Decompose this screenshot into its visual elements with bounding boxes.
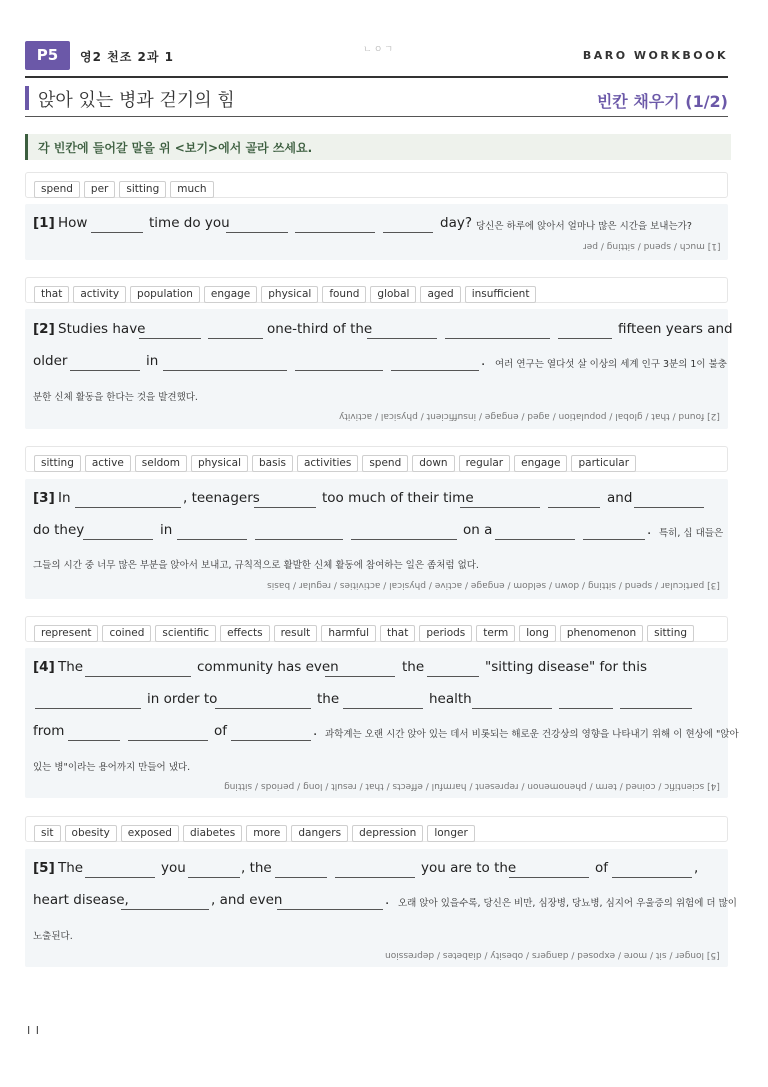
question-block (25, 204, 728, 260)
word-chip: much (170, 181, 213, 198)
answer-blank[interactable] (35, 708, 141, 709)
word-chip: basis (252, 455, 293, 472)
answer-blank[interactable] (445, 338, 550, 339)
word-bank (25, 446, 728, 472)
word-bank (25, 616, 728, 642)
answer-blank[interactable] (548, 507, 600, 508)
answer-key: [4] scientific / coined / term / phenomenon / represent / harmful / effects / that / result / long / periods / sitting (224, 781, 720, 791)
sentence-line (33, 659, 720, 681)
korean-translation: 여러 연구는 열다섯 살 이상의 세계 인구 3분의 1이 불충 (495, 359, 727, 370)
sentence-line (33, 321, 733, 343)
sentence-text: in (146, 353, 159, 369)
korean-translation: 과학계는 오랜 시간 앉아 있는 데서 비롯되는 해로운 건강상의 영향을 나타내기 위해 이 현상에 "앉아 (325, 729, 739, 740)
word-chip: scientific (155, 625, 216, 642)
word-chip: represent (34, 625, 98, 642)
instruction-box (25, 134, 731, 160)
sentence-text: fifteen years and (618, 321, 733, 337)
sentence-text: do they (33, 522, 85, 538)
answer-blank[interactable] (620, 708, 692, 709)
sentence-text: In (58, 490, 71, 506)
answer-blank[interactable] (460, 507, 540, 508)
answer-blank[interactable] (367, 338, 437, 339)
sentence-text: The (58, 860, 84, 876)
word-chip: seldom (135, 455, 187, 472)
answer-blank[interactable] (177, 539, 247, 540)
answer-blank[interactable] (68, 740, 120, 741)
answer-blank[interactable] (583, 539, 645, 540)
word-chip: sitting (119, 181, 166, 198)
sentence-text: on a (463, 522, 493, 538)
question-block (25, 479, 728, 599)
word-chip: particular (571, 455, 636, 472)
word-chip: sitting (647, 625, 694, 642)
sentence-text: heart disease, (33, 892, 129, 908)
answer-blank[interactable] (163, 370, 287, 371)
sentence-text: . (313, 723, 318, 739)
answer-blank[interactable] (255, 539, 343, 540)
lesson-label: 영2 천조 2과 1 (80, 50, 174, 64)
question-number: [5] (33, 860, 55, 876)
word-chip: obesity (65, 825, 117, 842)
sentence-text: older (33, 353, 68, 369)
brand-name: BARO WORKBOOK (582, 49, 728, 62)
answer-blank[interactable] (335, 877, 415, 878)
answer-blank[interactable] (128, 740, 208, 741)
title-accent (25, 86, 29, 110)
answer-key: [2] found / that / global / population / aged / engage / insufficient / physical / activity (339, 411, 720, 421)
word-chip: per (84, 181, 115, 198)
sentence-text: from (33, 723, 65, 739)
word-chip: global (370, 286, 416, 303)
answer-blank[interactable] (325, 676, 395, 677)
answer-blank[interactable] (509, 877, 589, 878)
answer-blank[interactable] (215, 708, 311, 709)
word-chip: sitting (34, 455, 81, 472)
word-chip: effects (220, 625, 270, 642)
sentence-line (33, 691, 720, 713)
answer-blank[interactable] (121, 909, 209, 910)
word-chip: dangers (291, 825, 348, 842)
sentence-text: Studies have (58, 321, 146, 337)
word-chip: population (130, 286, 200, 303)
faint-mark: ㄴㅇㄱ (363, 45, 396, 55)
word-chip: insufficient (465, 286, 537, 303)
word-chip: phenomenon (560, 625, 643, 642)
question-block (25, 648, 739, 798)
word-chip: physical (261, 286, 318, 303)
answer-blank[interactable] (254, 507, 316, 508)
word-chip: regular (459, 455, 511, 472)
answer-blank[interactable] (91, 232, 143, 233)
answer-blank[interactable] (139, 338, 201, 339)
answer-key: [3] particular / spend / sitting / down / seldom / engage / active / physical / activities / regular / basis (267, 580, 720, 590)
word-chip: engage (204, 286, 257, 303)
answer-blank[interactable] (75, 507, 181, 508)
sentence-text: and (607, 490, 633, 506)
sentence-text: day? (440, 215, 472, 231)
answer-blank[interactable] (70, 370, 140, 371)
sentence-text: the (402, 659, 425, 675)
sentence-line (33, 522, 724, 544)
word-chip: diabetes (183, 825, 242, 842)
question-number: [2] (33, 321, 55, 337)
instruction-text: 각 빈칸에 들어갈 말을 위 <보기>에서 골라 쓰세요. (38, 141, 313, 155)
word-chip: coined (102, 625, 151, 642)
answer-blank[interactable] (558, 338, 612, 339)
korean-translation: 노출된다. (33, 931, 73, 942)
korean-translation: 분한 신체 활동을 한다는 것을 발견했다. (33, 392, 198, 403)
sentence-text: , and even (211, 892, 283, 908)
question-number: [1] (33, 215, 55, 231)
sentence-text: one-third of the (267, 321, 373, 337)
sentence-line (33, 215, 720, 237)
answer-blank[interactable] (85, 676, 191, 677)
word-chip: spend (362, 455, 408, 472)
sentence-text: too much of their time (322, 490, 474, 506)
sentence-text: . (481, 353, 486, 369)
page-title: 앉아 있는 병과 걷기의 힘 (38, 90, 235, 111)
answer-blank[interactable] (472, 708, 552, 709)
word-chip: active (85, 455, 131, 472)
page-header (25, 40, 728, 78)
word-chip: sit (34, 825, 61, 842)
sentence-text: the (317, 691, 340, 707)
korean-translation: 있는 병"이라는 용어까지 만들어 냈다. (33, 762, 191, 773)
answer-blank[interactable] (295, 370, 383, 371)
word-bank (25, 172, 728, 198)
sentence-text: , the (241, 860, 272, 876)
word-chip: term (476, 625, 515, 642)
sentence-line (33, 892, 737, 914)
word-chip: engage (514, 455, 567, 472)
word-chip: more (246, 825, 287, 842)
sentence-text: . (385, 892, 390, 908)
korean-translation: 그들의 시간 중 너무 많은 부분을 앉아서 보내고, 규칙적으로 활발한 신체 활동에 참여하는 일은 좀처럼 없다. (33, 560, 479, 571)
word-chip: that (34, 286, 69, 303)
sentence-line (33, 353, 727, 375)
answer-blank[interactable] (188, 877, 240, 878)
sentence-text: community has even (197, 659, 339, 675)
question-block (25, 849, 737, 967)
sentence-text: of (595, 860, 609, 876)
answer-blank[interactable] (383, 232, 433, 233)
word-chip: depression (352, 825, 423, 842)
word-chip: result (274, 625, 318, 642)
sentence-text: of (214, 723, 228, 739)
word-chip: long (519, 625, 556, 642)
word-chip: activity (73, 286, 126, 303)
sentence-text: in order to (147, 691, 218, 707)
word-chip: physical (191, 455, 248, 472)
word-chip: spend (34, 181, 80, 198)
question-block (25, 309, 733, 429)
sentence-text: "sitting disease" for this (485, 659, 648, 675)
sentence-text: , (694, 860, 699, 876)
word-bank (25, 816, 728, 842)
answer-blank[interactable] (231, 740, 311, 741)
answer-blank[interactable] (275, 877, 327, 878)
question-number: [4] (33, 659, 55, 675)
sentence-text: time do you (149, 215, 230, 231)
answer-blank[interactable] (495, 539, 575, 540)
answer-blank[interactable] (85, 877, 155, 878)
answer-blank[interactable] (208, 338, 263, 339)
korean-translation: 특히, 십 대들은 (659, 528, 724, 539)
word-chip: down (412, 455, 454, 472)
word-chip: activities (297, 455, 358, 472)
sentence-text: , teenagers (183, 490, 260, 506)
word-chip: found (322, 286, 366, 303)
word-chip: harmful (321, 625, 376, 642)
korean-translation: 오래 앉아 있을수록, 당신은 비만, 심장병, 당뇨병, 심지어 우울증의 위험에 더 많이 (398, 898, 737, 909)
word-chip: periods (419, 625, 472, 642)
sentence-line (33, 860, 720, 882)
word-bank (25, 277, 728, 303)
answer-blank[interactable] (351, 539, 457, 540)
answer-blank[interactable] (226, 232, 288, 233)
section-label: 빈칸 채우기 (1/2) (596, 92, 728, 111)
answer-blank[interactable] (295, 232, 375, 233)
answer-key: [1] much / spend / sitting / per (582, 241, 720, 251)
sentence-text: health (429, 691, 472, 707)
answer-blank[interactable] (391, 370, 479, 371)
sentence-text: The (58, 659, 84, 675)
answer-blank[interactable] (83, 539, 153, 540)
word-chip: longer (427, 825, 474, 842)
answer-blank[interactable] (343, 708, 423, 709)
answer-blank[interactable] (559, 708, 613, 709)
page-badge: P5 (25, 41, 70, 70)
sentence-text: you are to the (421, 860, 517, 876)
korean-translation: 당신은 하루에 앉아서 얼마나 많은 시간을 보내는가? (476, 221, 692, 232)
sentence-text: . (647, 522, 652, 538)
sentence-text: in (160, 522, 173, 538)
answer-blank[interactable] (427, 676, 479, 677)
answer-key: [5] longer / sit / more / exposed / dangers / obesity / diabetes / depression (385, 950, 720, 960)
sentence-text: How (58, 215, 88, 231)
title-bar (25, 86, 728, 117)
page-number: I I (27, 1024, 40, 1037)
sentence-line (33, 723, 739, 745)
word-chip: that (380, 625, 415, 642)
word-chip: aged (420, 286, 460, 303)
sentence-line (33, 490, 720, 512)
answer-blank[interactable] (277, 909, 383, 910)
question-number: [3] (33, 490, 55, 506)
answer-blank[interactable] (634, 507, 704, 508)
sentence-text: you (161, 860, 186, 876)
answer-blank[interactable] (612, 877, 692, 878)
word-chip: exposed (121, 825, 179, 842)
